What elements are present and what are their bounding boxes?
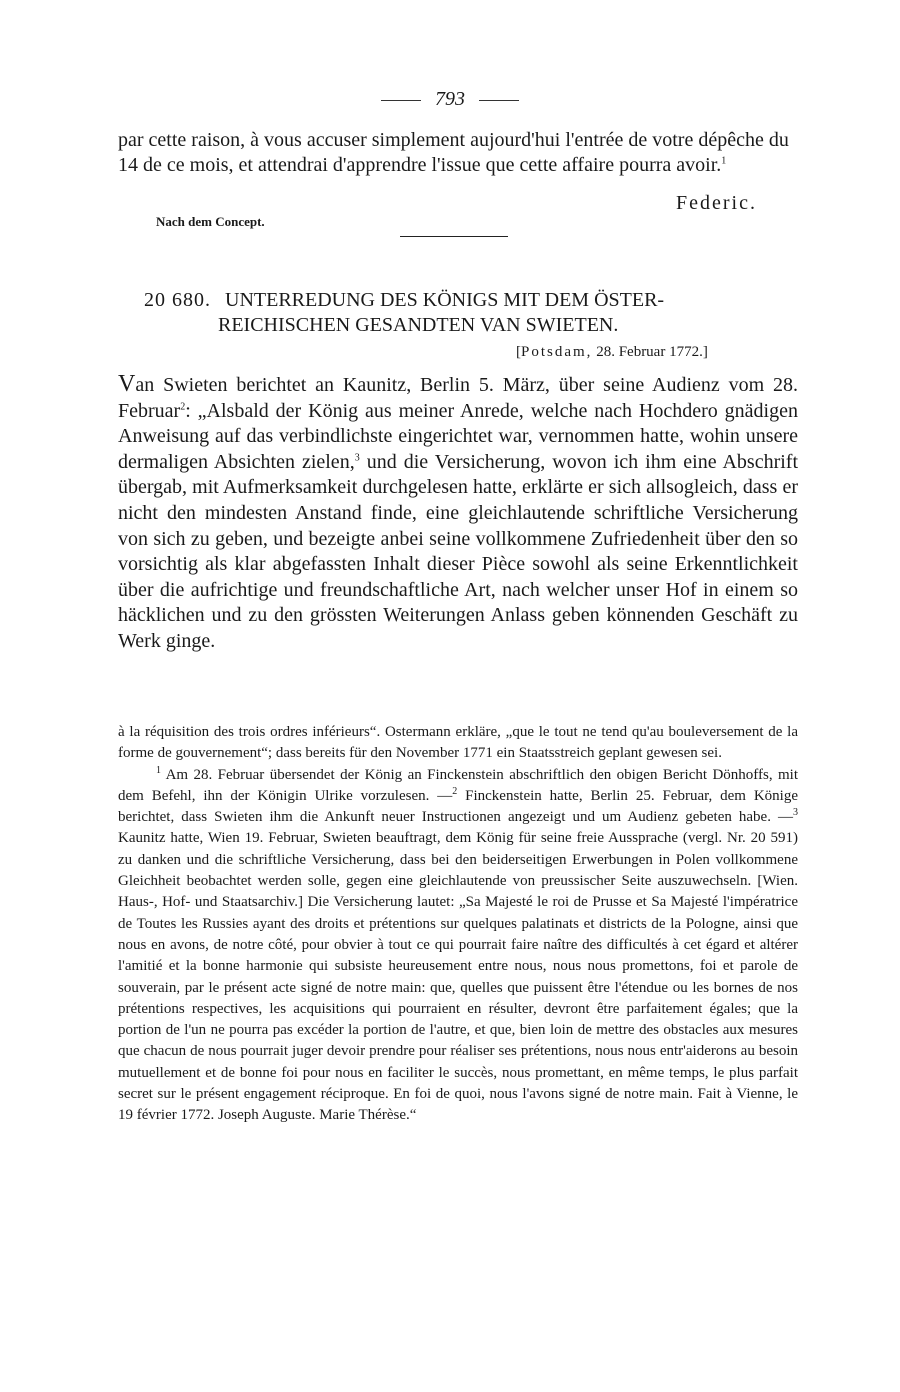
initial-letter: V xyxy=(118,371,136,397)
date-rest: 28. Februar 1772. xyxy=(596,344,703,360)
footnote-3-text: Kaunitz hatte, Wien 19. Februar, Swieten beauftragt, dem König für seine freie Aussprache (vergl. Nr. 20 591) zu danken und die schriftliche Versicherung, dass bei den beiderseitigen Erwerbungen in Polen vollkommene Gleichheit beobachtet werden solle, gegen eine gleichlautende von preussischer Seite auszuwechseln. [Wien. Haus-, Hof- und Staatsarchiv.] Die Versicherung lautet: „Sa Majesté le roi de Prusse et Sa Majesté l'impératrice de Toutes les Russies ayant des droits et prétentions sur quelques palatinats et districts de la Pologne, ainsi que nous en avons, de notre côté, pour obvier à tout ce qui pourrait faire naître des difficultés à cet égard et altérer l'amitié et la bonne harmonie qui subsiste heureusement entre nous, nous nous promettons, foi et parole de souverain, par le présent acte signé de notre main: que, quelles que puissent être l'étendue ou les bornes de nos prétentions respectives, les acquisitions qui pourraient en résulter, devront être parfaitement égales; que la portion de l'un ne pourra pas excéder la portion de l'autre, et que, bien loin de mettre des obstacles aux mesures que chacun de nous pourrait juger devoir prendre pour réaliser ses prétentions, nous nous entr'aiderons au besoin mutuellement et de bonne foi pour nous en faciliter le succès, nous promettant, en même temps, le plus parfait secret sur le présent engagement réciproque. En foi de quoi, nous l'avons signé de notre main. Fait à Vienne, le 19 février 1772. Joseph Auguste. Marie Thérèse.“ xyxy=(118,830,798,1124)
body-text-part-2: : „Alsbald der König aus meiner Anrede, welche nach Hochdero gnädigen Anweisung auf das verbindlichste eingerichtet war, vernommen hatte, wohin unsere dermaligen Absichten zielen, xyxy=(118,399,798,473)
footnote-1-mark: 1 xyxy=(156,764,161,776)
body-text-part-1: an Swieten berichtet an Kaunitz, Berlin 5. März, über seine Audienz vom 28. Februar xyxy=(118,374,798,422)
footnote-ref-2: 2 xyxy=(180,400,186,412)
footnote-1 xyxy=(118,765,798,1127)
section-divider xyxy=(400,236,508,237)
page-number xyxy=(0,88,900,111)
document-number: 20 680. xyxy=(144,289,211,311)
body-text-part-3: und die Versicherung, wovon ich ihm eine Abschrift übergab, mit Aufmerksamkeit durchgelesen hatte, erklärte er sich allsogleich, dass er nicht den mindesten Anstand finde, eine gleichlautende schriftliche Versicherung von sich zu geben, und bezeigte anbei seine vollkommene Zufriedenheit über den so vorsichtig als klar abgefassten Inhalt dieser Pièce sowohl als seine Erkenntlichkeit über die aufrichtige und freundschaftliche Art, nach welcher unser Hof in einem so häcklichen und zu den grössten Weiterungen Anlass geben könnenden Geschäft zu Werk ginge. xyxy=(118,450,799,652)
footnote-2-text: Finckenstein hatte, Berlin 25. Februar, dem Könige berichtet, dass Swieten ihm die Ankunft neuer Instructionen angezeigt und um Audienz gebeten habe. — xyxy=(118,787,798,826)
footnote-3-mark: 3 xyxy=(793,807,798,819)
folio-dash-left xyxy=(381,100,421,101)
footnotes xyxy=(118,722,798,1127)
title-line-2: REICHISCHEN GESANDTEN VAN SWIETEN. xyxy=(218,314,619,336)
footnote-2-mark: 2 xyxy=(452,785,458,797)
page-number-text: 793 xyxy=(435,88,465,110)
main-paragraph xyxy=(118,372,798,655)
document-heading xyxy=(144,288,824,338)
footnote-ref-1: 1 xyxy=(721,154,727,166)
concept-note: Nach dem Concept. xyxy=(156,214,265,229)
footnote-carryover: à la réquisition des trois ordres inférieurs“. Ostermann erkläre, „que le tout ne tend qu'au bouleversement de la forme de gouvernement“; dass bereits für den November 1771 ein Staatsstreich geplant gewesen sei. xyxy=(118,724,798,762)
lead-paragraph-text: par cette raison, à vous accuser simplement aujourd'hui l'entrée de votre dépêche du 14 de ce mois, et attendrai d'apprendre l'issue que cette affaire pourra avoir. xyxy=(118,129,789,176)
heading-line-1 xyxy=(144,288,824,313)
footnote-1-text: Am 28. Februar übersendet der König an Finckenstein abschriftlich den obigen Bericht Dönhoffs, mit dem Befehl, ihn der Königin Ulrike vorzulesen. — xyxy=(118,766,798,804)
folio-dash-right xyxy=(479,100,519,101)
date-place: Potsdam, xyxy=(521,344,593,360)
signature: Federic. xyxy=(676,192,757,214)
title-line-1: UNTERREDUNG DES KÖNIGS MIT DEM ÖSTER- xyxy=(225,289,665,311)
dateline: [Potsdam, 28. Februar 1772.] xyxy=(516,344,708,360)
lead-paragraph xyxy=(118,128,798,177)
footnote-ref-3: 3 xyxy=(354,452,360,464)
